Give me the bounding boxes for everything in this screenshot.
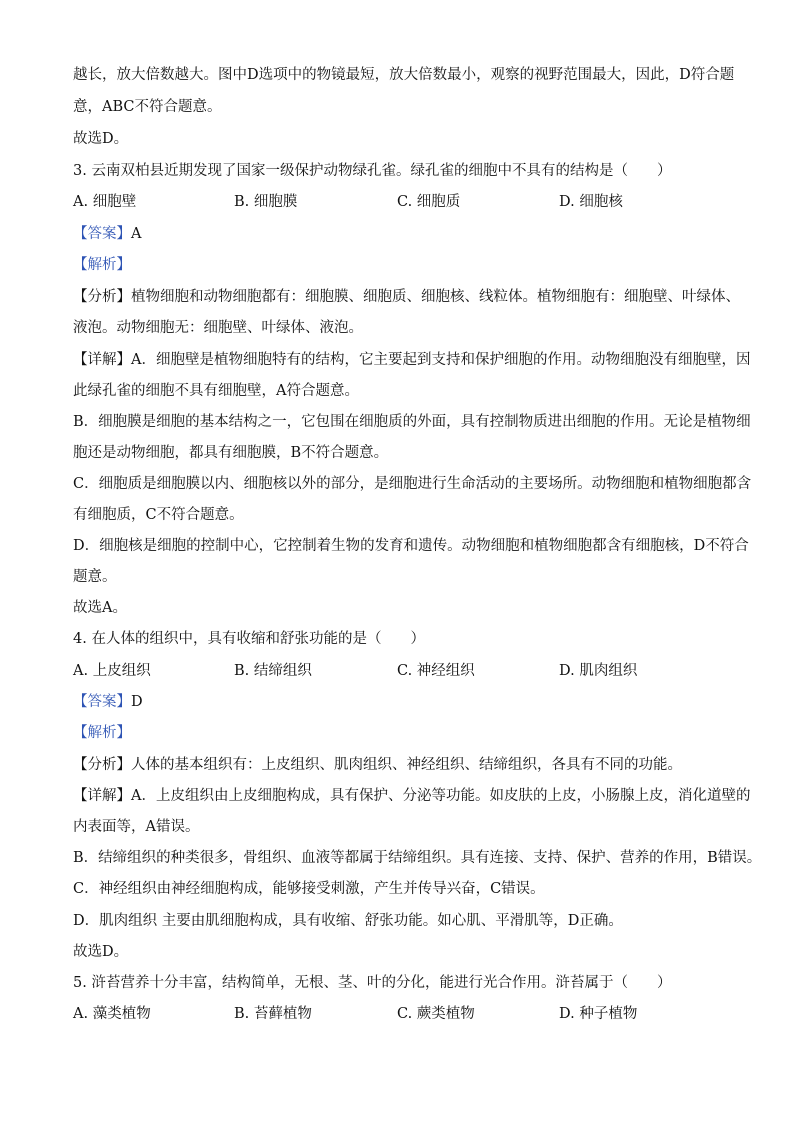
- text-line: 【分析】植物细胞和动物细胞都有：细胞膜、细胞质、细胞核、线粒体。植物细胞有：细胞壁、叶绿体、: [73, 289, 740, 305]
- option-c: C. 神经组织: [397, 663, 475, 679]
- option-b: B. 细胞膜: [234, 194, 298, 210]
- text-line: 意，ABC不符合题意。: [73, 99, 222, 115]
- text-line: 越长，放大倍数越大。图中D选项中的物镜最短，放大倍数最小，观察的视野范围最大，因此，D符合题: [73, 67, 735, 83]
- option-a: A. 上皮组织: [73, 663, 151, 679]
- text-line: C．细胞质是细胞膜以内、细胞核以外的部分，是细胞进行生命活动的主要场所。动物细胞和植物细胞都含: [73, 476, 752, 492]
- answer-line: [73, 225, 733, 243]
- question-3: 3. 云南双柏县近期发现了国家一级保护动物绿孔雀。绿孔雀的细胞中不具有的结构是（ ）: [73, 163, 672, 179]
- text-line: B．细胞膜是细胞的基本结构之一，它包围在细胞质的外面，具有控制物质进出细胞的作用。无论是植物细: [73, 414, 751, 430]
- text-line: 有细胞质，C不符合题意。: [73, 507, 244, 523]
- question-5: 5. 浒苔营养十分丰富，结构简单，无根、茎、叶的分化，能进行光合作用。浒苔属于（ ）: [73, 975, 672, 991]
- answer-value: A: [131, 226, 142, 242]
- text-line: 故选D。: [73, 131, 129, 147]
- text-line: 故选A。: [73, 600, 127, 616]
- analysis-tag: 【解析】: [73, 725, 131, 741]
- option-a: A. 藻类植物: [73, 1006, 151, 1022]
- text-line: D．肌肉组织 主要由肌细胞构成，具有收缩、舒张功能。如心肌、平滑肌等，D正确。: [73, 913, 623, 929]
- text-line: 【详解】A．上皮组织由上皮细胞构成，具有保护、分泌等功能。如皮肤的上皮，小肠腺上皮，消化道壁的: [73, 788, 751, 804]
- analysis-line: [73, 724, 733, 742]
- text-line: D．细胞核是细胞的控制中心，它控制着生物的发育和遗传。动物细胞和植物细胞都含有细胞核，D不符合: [73, 538, 749, 554]
- answer-tag: 【答案】: [73, 226, 131, 242]
- option-d: D. 细胞核: [559, 194, 623, 210]
- option-c: C. 细胞质: [397, 194, 461, 210]
- text-line: 故选D。: [73, 944, 129, 960]
- text-line: 液泡。动物细胞无：细胞壁、叶绿体、液泡。: [73, 320, 363, 336]
- option-a: A. 细胞壁: [73, 194, 137, 210]
- question-4: 4. 在人体的组织中，具有收缩和舒张功能的是（ ）: [73, 631, 425, 647]
- option-d: D. 种子植物: [559, 1006, 638, 1022]
- text-line: 【分析】人体的基本组织有：上皮组织、肌肉组织、神经组织、结缔组织，各具有不同的功能。: [73, 757, 682, 773]
- option-c: C. 蕨类植物: [397, 1006, 475, 1022]
- answer-line: [73, 693, 733, 711]
- text-line: 内表面等，A错误。: [73, 819, 200, 835]
- option-b: B. 结缔组织: [234, 663, 312, 679]
- text-line: 【详解】A．细胞壁是植物细胞特有的结构，它主要起到支持和保护细胞的作用。动物细胞没有细胞壁，因: [73, 352, 751, 368]
- option-d: D. 肌肉组织: [559, 663, 638, 679]
- option-b: B. 苔藓植物: [234, 1006, 312, 1022]
- text-line: 胞还是动物细胞，都具有细胞膜，B不符合题意。: [73, 445, 389, 461]
- answer-value: D: [131, 694, 143, 710]
- answer-tag: 【答案】: [73, 694, 131, 710]
- text-line: 题意。: [73, 569, 117, 585]
- text-line: 此绿孔雀的细胞不具有细胞壁，A符合题意。: [73, 383, 359, 399]
- text-line: B．结缔组织的种类很多，骨组织、血液等都属于结缔组织。具有连接、支持、保护、营养的作用，B错误。: [73, 850, 762, 866]
- text-line: C．神经组织由神经细胞构成，能够接受刺激，产生并传导兴奋，C错误。: [73, 881, 545, 897]
- analysis-tag: 【解析】: [73, 257, 131, 273]
- analysis-line: [73, 256, 733, 274]
